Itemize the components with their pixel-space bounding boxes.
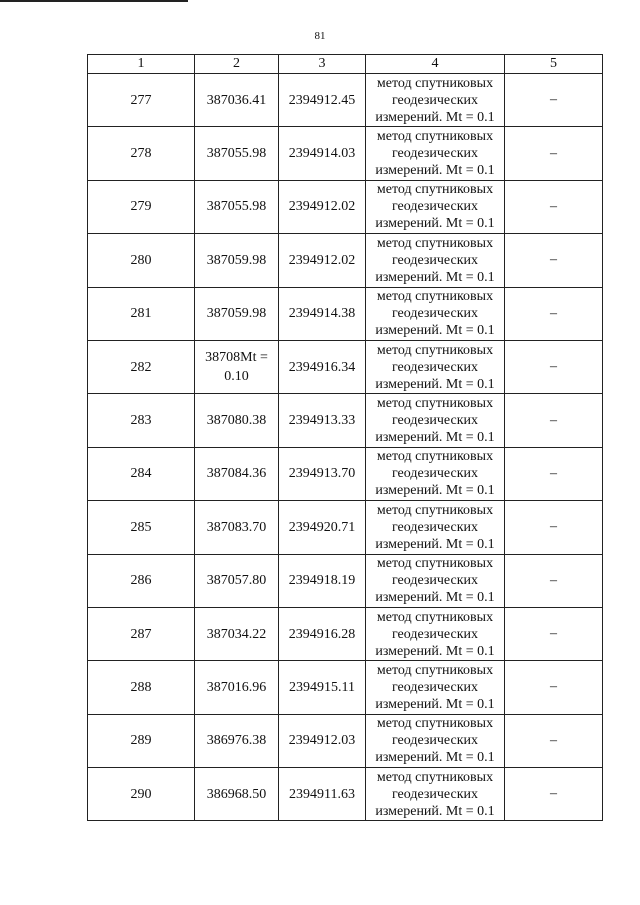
y-coordinate-cell: 2394913.33 <box>279 394 366 447</box>
method-cell: метод спутниковых геодезических измерений. Mt = 0.1 <box>366 607 505 660</box>
table-row <box>88 714 603 767</box>
column-header-4: 4 <box>366 55 505 74</box>
table-row <box>88 768 603 821</box>
point-number-cell: 280 <box>88 234 195 287</box>
x-coordinate-cell: 387083.70 <box>195 501 279 554</box>
method-cell: метод спутниковых геодезических измерений. Mt = 0.1 <box>366 661 505 714</box>
note-cell: – <box>505 287 603 340</box>
y-coordinate-cell: 2394914.38 <box>279 287 366 340</box>
method-cell: метод спутниковых геодезических измерений. Mt = 0.1 <box>366 768 505 821</box>
column-header-5: 5 <box>505 55 603 74</box>
note-cell: – <box>505 607 603 660</box>
point-number-cell: 286 <box>88 554 195 607</box>
x-coordinate-cell: 386976.38 <box>195 714 279 767</box>
method-cell: метод спутниковых геодезических измерений. Mt = 0.1 <box>366 394 505 447</box>
table-row <box>88 287 603 340</box>
point-number-cell: 289 <box>88 714 195 767</box>
y-coordinate-cell: 2394911.63 <box>279 768 366 821</box>
method-cell: метод спутниковых геодезических измерений. Mt = 0.1 <box>366 554 505 607</box>
method-cell: метод спутниковых геодезических измерений. Mt = 0.1 <box>366 234 505 287</box>
point-number-cell: 288 <box>88 661 195 714</box>
y-coordinate-cell: 2394912.02 <box>279 234 366 287</box>
table-row <box>88 74 603 127</box>
method-cell: метод спутниковых геодезических измерений. Mt = 0.1 <box>366 180 505 233</box>
column-header-3: 3 <box>279 55 366 74</box>
x-coordinate-cell: 387055.98 <box>195 127 279 180</box>
method-cell: метод спутниковых геодезических измерений. Mt = 0.1 <box>366 127 505 180</box>
page-number: 81 <box>314 30 326 42</box>
note-cell: – <box>505 234 603 287</box>
x-coordinate-cell: 387059.98 <box>195 234 279 287</box>
method-cell: метод спутниковых геодезических измерений. Mt = 0.1 <box>366 447 505 500</box>
point-number-cell: 284 <box>88 447 195 500</box>
method-cell: метод спутниковых геодезических измерений. Mt = 0.1 <box>366 287 505 340</box>
x-coordinate-cell: 387059.98 <box>195 287 279 340</box>
table-row <box>88 394 603 447</box>
x-coordinate-cell: 387057.80 <box>195 554 279 607</box>
table-header-row <box>88 55 603 74</box>
note-cell: – <box>505 74 603 127</box>
column-header-2: 2 <box>195 55 279 74</box>
y-coordinate-cell: 2394912.03 <box>279 714 366 767</box>
method-cell: метод спутниковых геодезических измерений. Mt = 0.1 <box>366 340 505 393</box>
point-number-cell: 290 <box>88 768 195 821</box>
x-coordinate-cell: 387055.98 <box>195 180 279 233</box>
method-cell: метод спутниковых геодезических измерений. Mt = 0.1 <box>366 501 505 554</box>
note-cell: – <box>505 554 603 607</box>
note-cell: – <box>505 661 603 714</box>
method-cell: метод спутниковых геодезических измерений. Mt = 0.1 <box>366 714 505 767</box>
note-cell: – <box>505 180 603 233</box>
table-row <box>88 180 603 233</box>
method-cell: метод спутниковых геодезических измерений. Mt = 0.1 <box>366 74 505 127</box>
x-coordinate-cell: 387084.36 <box>195 447 279 500</box>
point-number-cell: 281 <box>88 287 195 340</box>
note-cell: – <box>505 501 603 554</box>
y-coordinate-cell: 2394913.70 <box>279 447 366 500</box>
note-cell: – <box>505 714 603 767</box>
x-coordinate-cell: 387016.96 <box>195 661 279 714</box>
y-coordinate-cell: 2394918.19 <box>279 554 366 607</box>
table-row <box>88 554 603 607</box>
table-row <box>88 340 603 393</box>
y-coordinate-cell: 2394915.11 <box>279 661 366 714</box>
point-number-cell: 283 <box>88 394 195 447</box>
y-coordinate-cell: 2394916.34 <box>279 340 366 393</box>
y-coordinate-cell: 2394912.45 <box>279 74 366 127</box>
table-row <box>88 234 603 287</box>
note-cell: – <box>505 447 603 500</box>
x-coordinate-cell: 387036.41 <box>195 74 279 127</box>
table-row <box>88 661 603 714</box>
table-row <box>88 447 603 500</box>
y-coordinate-cell: 2394912.02 <box>279 180 366 233</box>
table-row <box>88 501 603 554</box>
coordinates-table <box>87 54 603 821</box>
y-coordinate-cell: 2394914.03 <box>279 127 366 180</box>
point-number-cell: 282 <box>88 340 195 393</box>
point-number-cell: 279 <box>88 180 195 233</box>
table-row <box>88 127 603 180</box>
y-coordinate-cell: 2394916.28 <box>279 607 366 660</box>
table-row <box>88 607 603 660</box>
point-number-cell: 277 <box>88 74 195 127</box>
note-cell: – <box>505 768 603 821</box>
x-coordinate-cell: 387080.38 <box>195 394 279 447</box>
point-number-cell: 287 <box>88 607 195 660</box>
point-number-cell: 278 <box>88 127 195 180</box>
x-coordinate-cell: 387034.22 <box>195 607 279 660</box>
header-rule <box>0 0 188 2</box>
note-cell: – <box>505 340 603 393</box>
column-header-1: 1 <box>88 55 195 74</box>
x-coordinate-cell: 386968.50 <box>195 768 279 821</box>
y-coordinate-cell: 2394920.71 <box>279 501 366 554</box>
note-cell: – <box>505 394 603 447</box>
note-cell: – <box>505 127 603 180</box>
x-coordinate-cell: 38708Mt = 0.10 <box>195 340 279 393</box>
point-number-cell: 285 <box>88 501 195 554</box>
